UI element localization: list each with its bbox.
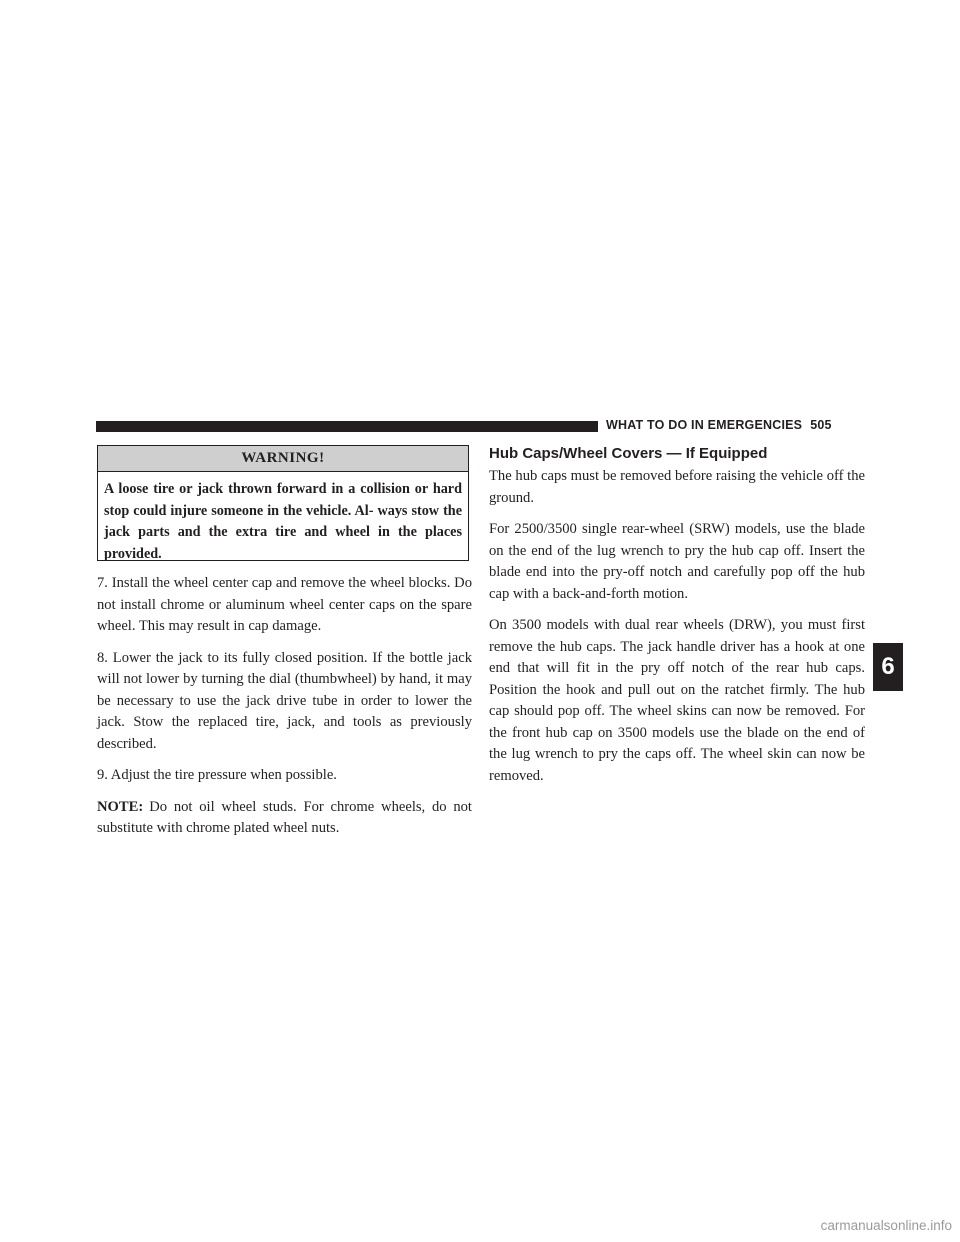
chapter-tab: 6 bbox=[873, 643, 903, 691]
step-8: 8. Lower the jack to its fully closed position. If the bottle jack will not lower by turning the dial (thumbwheel) by hand, it may be necessary to use the jack drive tube in order to lower the jack. Stow the replaced tire, jack, and tools as previously described. bbox=[97, 649, 472, 752]
warning-box bbox=[97, 445, 469, 561]
left-column bbox=[97, 573, 472, 850]
step-9: 9. Adjust the tire pressure when possible. bbox=[97, 767, 337, 783]
paragraph-3: On 3500 models with dual rear wheels (DRW), you must first remove the hub caps. The jack handle driver has a hook at one end that will fit in the pry off notch of the rear hub caps. Position the hook and pull out on the ratchet firmly. The hub cap should pop off. The wheel skins can now be removed. For the front hub cap on 3500 models use the blade on the end of the lug wrench to pry the caps off. The wheel skin can now be removed. bbox=[489, 617, 865, 784]
note-paragraph bbox=[97, 797, 472, 840]
note-text: Do not oil wheel studs. For chrome wheels, do not substitute with chrome plated wheel nuts. bbox=[97, 798, 472, 836]
running-header bbox=[606, 418, 866, 434]
header-rule bbox=[96, 421, 598, 432]
note-label: NOTE: bbox=[97, 798, 144, 815]
header-section-title: WHAT TO DO IN EMERGENCIES bbox=[606, 418, 803, 432]
watermark: carmanualsonline.info bbox=[820, 1218, 952, 1233]
section-heading: Hub Caps/Wheel Covers — If Equipped bbox=[489, 445, 768, 462]
paragraph-1: The hub caps must be removed before raising the vehicle off the ground. bbox=[489, 468, 865, 506]
step-7: 7. Install the wheel center cap and remove the wheel blocks. Do not install chrome or aluminum wheel center caps on the spare wheel. This may result in cap damage. bbox=[97, 575, 472, 634]
warning-title: WARNING! bbox=[98, 446, 468, 472]
paragraph-2: For 2500/3500 single rear-wheel (SRW) models, use the blade on the end of the lug wrench to pry the hub cap off. Insert the blade end into the pry-off notch and carefully pop off the hub cap with a back-and-forth motion. bbox=[489, 521, 865, 602]
page-number: 505 bbox=[810, 418, 832, 432]
right-column bbox=[489, 445, 865, 797]
warning-text: A loose tire or jack thrown forward in a collision or hard stop could injure someone in the vehicle. Al- ways stow the jack parts and the extra tire and wheel in the places provided. bbox=[104, 481, 462, 562]
